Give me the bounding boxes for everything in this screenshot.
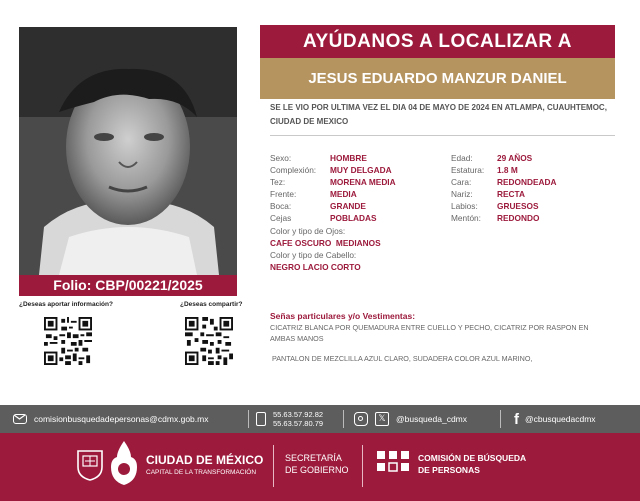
attr-value: REDONDO — [497, 213, 540, 223]
mail-icon — [13, 414, 27, 424]
attr-value: 29 AÑOS — [497, 153, 533, 163]
attr-label: Edad: — [451, 153, 473, 163]
attr-label: Boca: — [270, 201, 292, 211]
attr-value: GRUESOS — [497, 201, 539, 211]
senas-clothes: PANTALON DE MEZCLILLA AZUL CLARO, SUDADERA COLOR AZUL MARINO, — [272, 354, 533, 363]
divider — [270, 135, 615, 136]
qr-info-label: ¿Deseas aportar información? — [19, 301, 113, 308]
attr-row — [451, 152, 532, 164]
attr-row — [451, 164, 518, 176]
facebook-contact[interactable] — [514, 405, 596, 433]
divider — [362, 445, 363, 487]
page-title: AYÚDANOS A LOCALIZAR A — [260, 25, 615, 58]
qr-code-share-icon[interactable] — [185, 317, 233, 365]
phone-icon — [256, 412, 266, 426]
attr-value: 1.8 M — [497, 165, 518, 175]
attr-row — [451, 212, 539, 224]
secretaria-line1: SECRETARÍA — [285, 453, 342, 463]
phone-contact[interactable] — [256, 405, 323, 433]
instagram-icon — [354, 412, 368, 426]
attr-label: Sexo: — [270, 153, 292, 163]
folio-label: Folio: CBP/00221/2025 — [19, 275, 237, 296]
comision-line2: DE PERSONAS — [418, 465, 480, 475]
footer — [0, 433, 640, 501]
eyes-value: CAFE OSCURO MEDIANOS — [270, 238, 381, 248]
missing-person-photo — [19, 27, 237, 275]
hair-label: Color y tipo de Cabello: — [270, 250, 357, 260]
attr-label: Complexión: — [270, 165, 317, 175]
qr-share-block — [180, 301, 280, 308]
cdmx-shield-icon — [76, 447, 104, 481]
qr-code-info-icon[interactable] — [44, 317, 92, 365]
cdmx-emblem-icon — [109, 441, 139, 485]
cdmx-subtitle: CAPITAL DE LA TRANSFORMACIÓN — [146, 469, 257, 476]
attr-label: Estatura: — [451, 165, 485, 175]
last-seen-text: SE LE VIO POR ULTIMA VEZ EL DIA 04 DE MAYO DE 2024 EN ATLAMPA, CUAUHTEMOC, CIUDAD DE MEXICO — [270, 103, 607, 126]
attr-row — [451, 176, 556, 188]
attr-row — [270, 188, 357, 200]
comision-line1: COMISIÓN DE BÚSQUEDA — [418, 453, 527, 463]
attr-value: RECTA — [497, 189, 525, 199]
email-text: comisionbusquedadepersonas@cdmx.gob.mx — [34, 414, 209, 424]
photo-illustration — [19, 27, 237, 275]
attr-label: Tez: — [270, 177, 286, 187]
attr-label: Cara: — [451, 177, 472, 187]
attr-value: MEDIA — [330, 189, 357, 199]
facebook-icon: f — [514, 410, 519, 428]
qr-share-label: ¿Deseas compartir? — [180, 301, 243, 308]
divider — [273, 445, 274, 487]
attr-value: MUY DELGADA — [330, 165, 392, 175]
attr-row — [270, 212, 377, 224]
attr-row — [270, 164, 392, 176]
eyes-label: Color y tipo de Ojos: — [270, 226, 346, 236]
attr-row — [270, 200, 366, 212]
social-contact[interactable] — [354, 405, 467, 433]
senas-marks: CICATRIZ BLANCA POR QUEMADURA ENTRE CUELLO Y PECHO, CICATRIZ POR RASPON EN AMBAS MANOS — [270, 323, 589, 343]
senas-title: Señas particulares y/o Vestimentas: — [270, 311, 416, 321]
attr-label: Frente: — [270, 189, 297, 199]
divider — [343, 410, 344, 428]
attr-value: GRANDE — [330, 201, 366, 211]
attr-label: Mentón: — [451, 213, 481, 223]
social-x-text: @busqueda_cdmx — [396, 414, 468, 424]
attr-row — [270, 152, 367, 164]
attr-label: Labios: — [451, 201, 478, 211]
attr-value: MORENA MEDIA — [330, 177, 396, 187]
comision-logo-icon — [377, 451, 409, 473]
qr-info-block — [19, 301, 119, 308]
facebook-text: @cbusquedacdmx — [525, 414, 596, 424]
attr-row — [451, 188, 525, 200]
contact-bar — [0, 405, 640, 433]
hair-value: NEGRO LACIO CORTO — [270, 262, 361, 272]
phone-1: 55.63.57.92.82 — [273, 410, 324, 419]
attr-value: HOMBRE — [330, 153, 367, 163]
person-name: JESUS EDUARDO MANZUR DANIEL — [260, 58, 615, 99]
attr-row — [451, 200, 539, 212]
email-contact[interactable] — [13, 405, 208, 433]
attr-value: REDONDEADA — [497, 177, 557, 187]
attr-row — [270, 176, 396, 188]
attr-label: Cejas — [270, 213, 292, 223]
secretaria-line2: DE GOBIERNO — [285, 465, 349, 475]
attr-label: Nariz: — [451, 189, 473, 199]
attr-value: POBLADAS — [330, 213, 377, 223]
divider — [248, 410, 249, 428]
phone-2: 55.63.57.80.79 — [273, 419, 324, 428]
x-icon: 𝕏 — [375, 412, 389, 426]
divider — [500, 410, 501, 428]
cdmx-title: CIUDAD DE MÉXICO — [146, 453, 264, 467]
